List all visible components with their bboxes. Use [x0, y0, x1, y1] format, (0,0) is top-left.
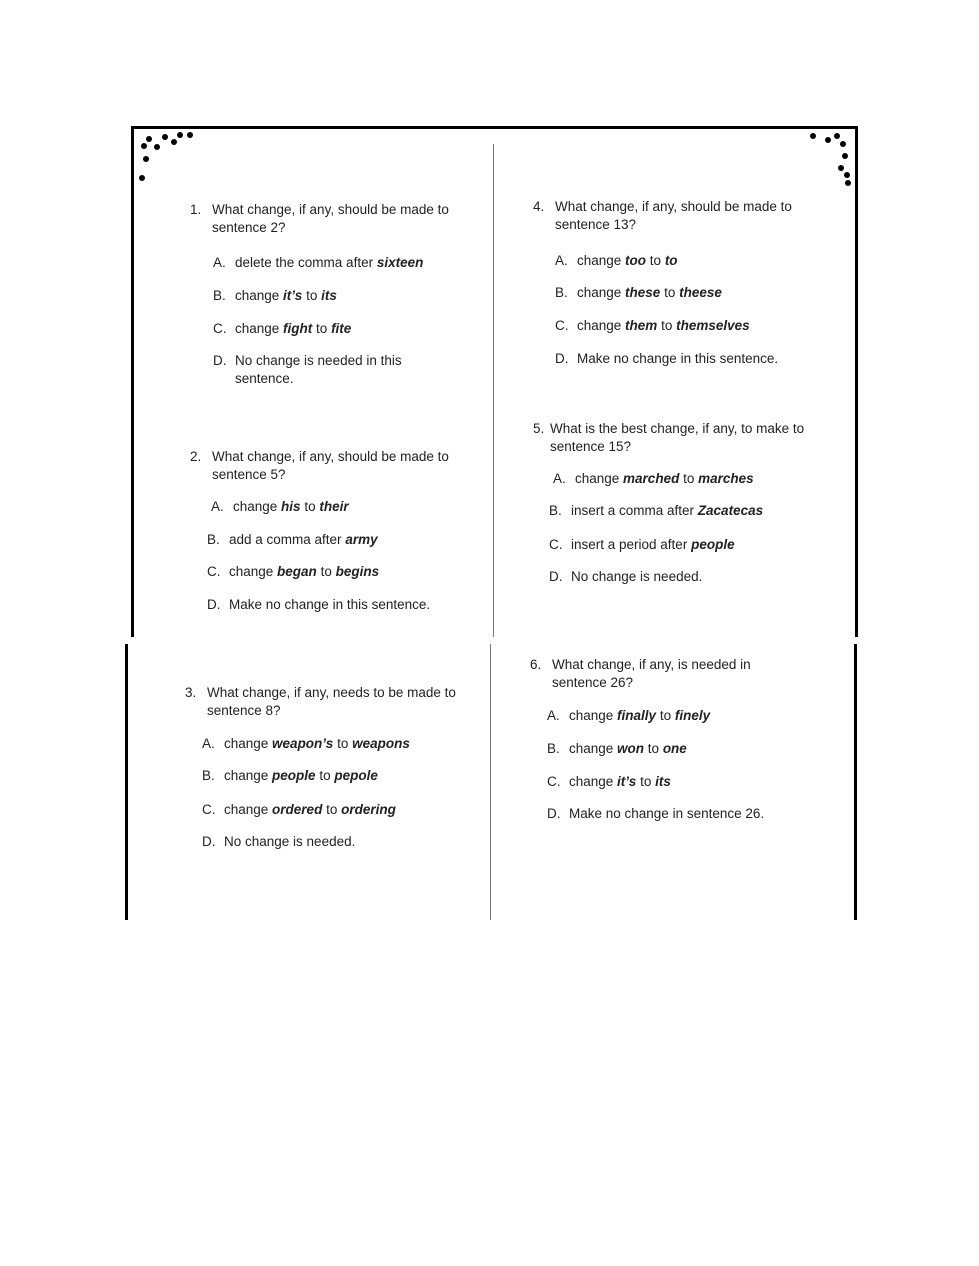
question-5-option-a[interactable]: A. change marched to marches — [553, 471, 754, 486]
question-1-option-c[interactable]: C. change fight to fite — [213, 321, 352, 336]
question-5-option-b[interactable]: B. insert a comma after Zacatecas — [549, 503, 764, 518]
question-text: What change, if any, should be made to sentence 5? — [212, 449, 449, 482]
question-6-option-d[interactable]: D. Make no change in sentence 26. — [547, 806, 765, 821]
question-2-option-d[interactable]: D. Make no change in this sentence. — [207, 597, 431, 612]
frame-center-divider-upper — [493, 144, 494, 637]
question-4-option-b[interactable]: B. change these to theese — [555, 285, 722, 300]
question-3-option-b[interactable]: B. change people to pepole — [202, 768, 378, 783]
frame-left-border-lower — [125, 644, 128, 920]
question-number: 1. — [190, 202, 202, 217]
question-3-option-a[interactable]: A. change weapon’s to weapons — [202, 736, 410, 751]
question-2-option-a[interactable]: A. change his to their — [211, 499, 349, 514]
question-1-option-d[interactable]: D. No change is needed in this sentence. — [213, 353, 402, 386]
question-1-option-b[interactable]: B. change it’s to its — [213, 288, 337, 303]
question-number: 2. — [190, 449, 202, 464]
question-number: 6. — [530, 657, 542, 672]
frame-right-border-lower — [854, 644, 857, 920]
question-6-option-a[interactable]: A. change finally to finely — [547, 708, 711, 723]
question-text: What change, if any, needs to be made to sentence 8? — [207, 685, 456, 718]
question-number: 3. — [185, 685, 197, 700]
frame-center-divider-lower — [490, 644, 491, 920]
question-6-option-c[interactable]: C. change it’s to its — [547, 774, 671, 789]
question-number: 4. — [533, 199, 545, 214]
question-text: What is the best change, if any, to make to sentence 15? — [550, 421, 805, 454]
question-4-option-c[interactable]: C. change them to themselves — [555, 318, 750, 333]
frame-top-border — [131, 126, 858, 129]
question-3-option-c[interactable]: C. change ordered to ordering — [202, 802, 396, 817]
question-4-option-a[interactable]: A. change too to to — [555, 253, 678, 268]
question-1-option-a[interactable]: A. delete the comma after sixteen — [213, 255, 424, 270]
question-text: What change, if any, should be made to sentence 2? — [212, 202, 449, 235]
question-5-option-d[interactable]: D. No change is needed. — [549, 569, 703, 584]
frame-left-border-upper — [131, 126, 134, 637]
frame-right-border-upper — [855, 126, 858, 637]
question-2-option-c[interactable]: C. change began to begins — [207, 564, 380, 579]
question-4-option-d[interactable]: D. Make no change in this sentence. — [555, 351, 779, 366]
question-2-option-b[interactable]: B. add a comma after army — [207, 532, 378, 547]
question-3-option-d[interactable]: D. No change is needed. — [202, 834, 356, 849]
question-5-option-c[interactable]: C. insert a period after people — [549, 537, 735, 552]
question-number: 5. — [533, 421, 545, 436]
question-text: What change, if any, is needed in sentence 26? — [552, 657, 751, 690]
question-text: What change, if any, should be made to sentence 13? — [555, 199, 792, 232]
question-6-option-b[interactable]: B. change won to one — [547, 741, 687, 756]
